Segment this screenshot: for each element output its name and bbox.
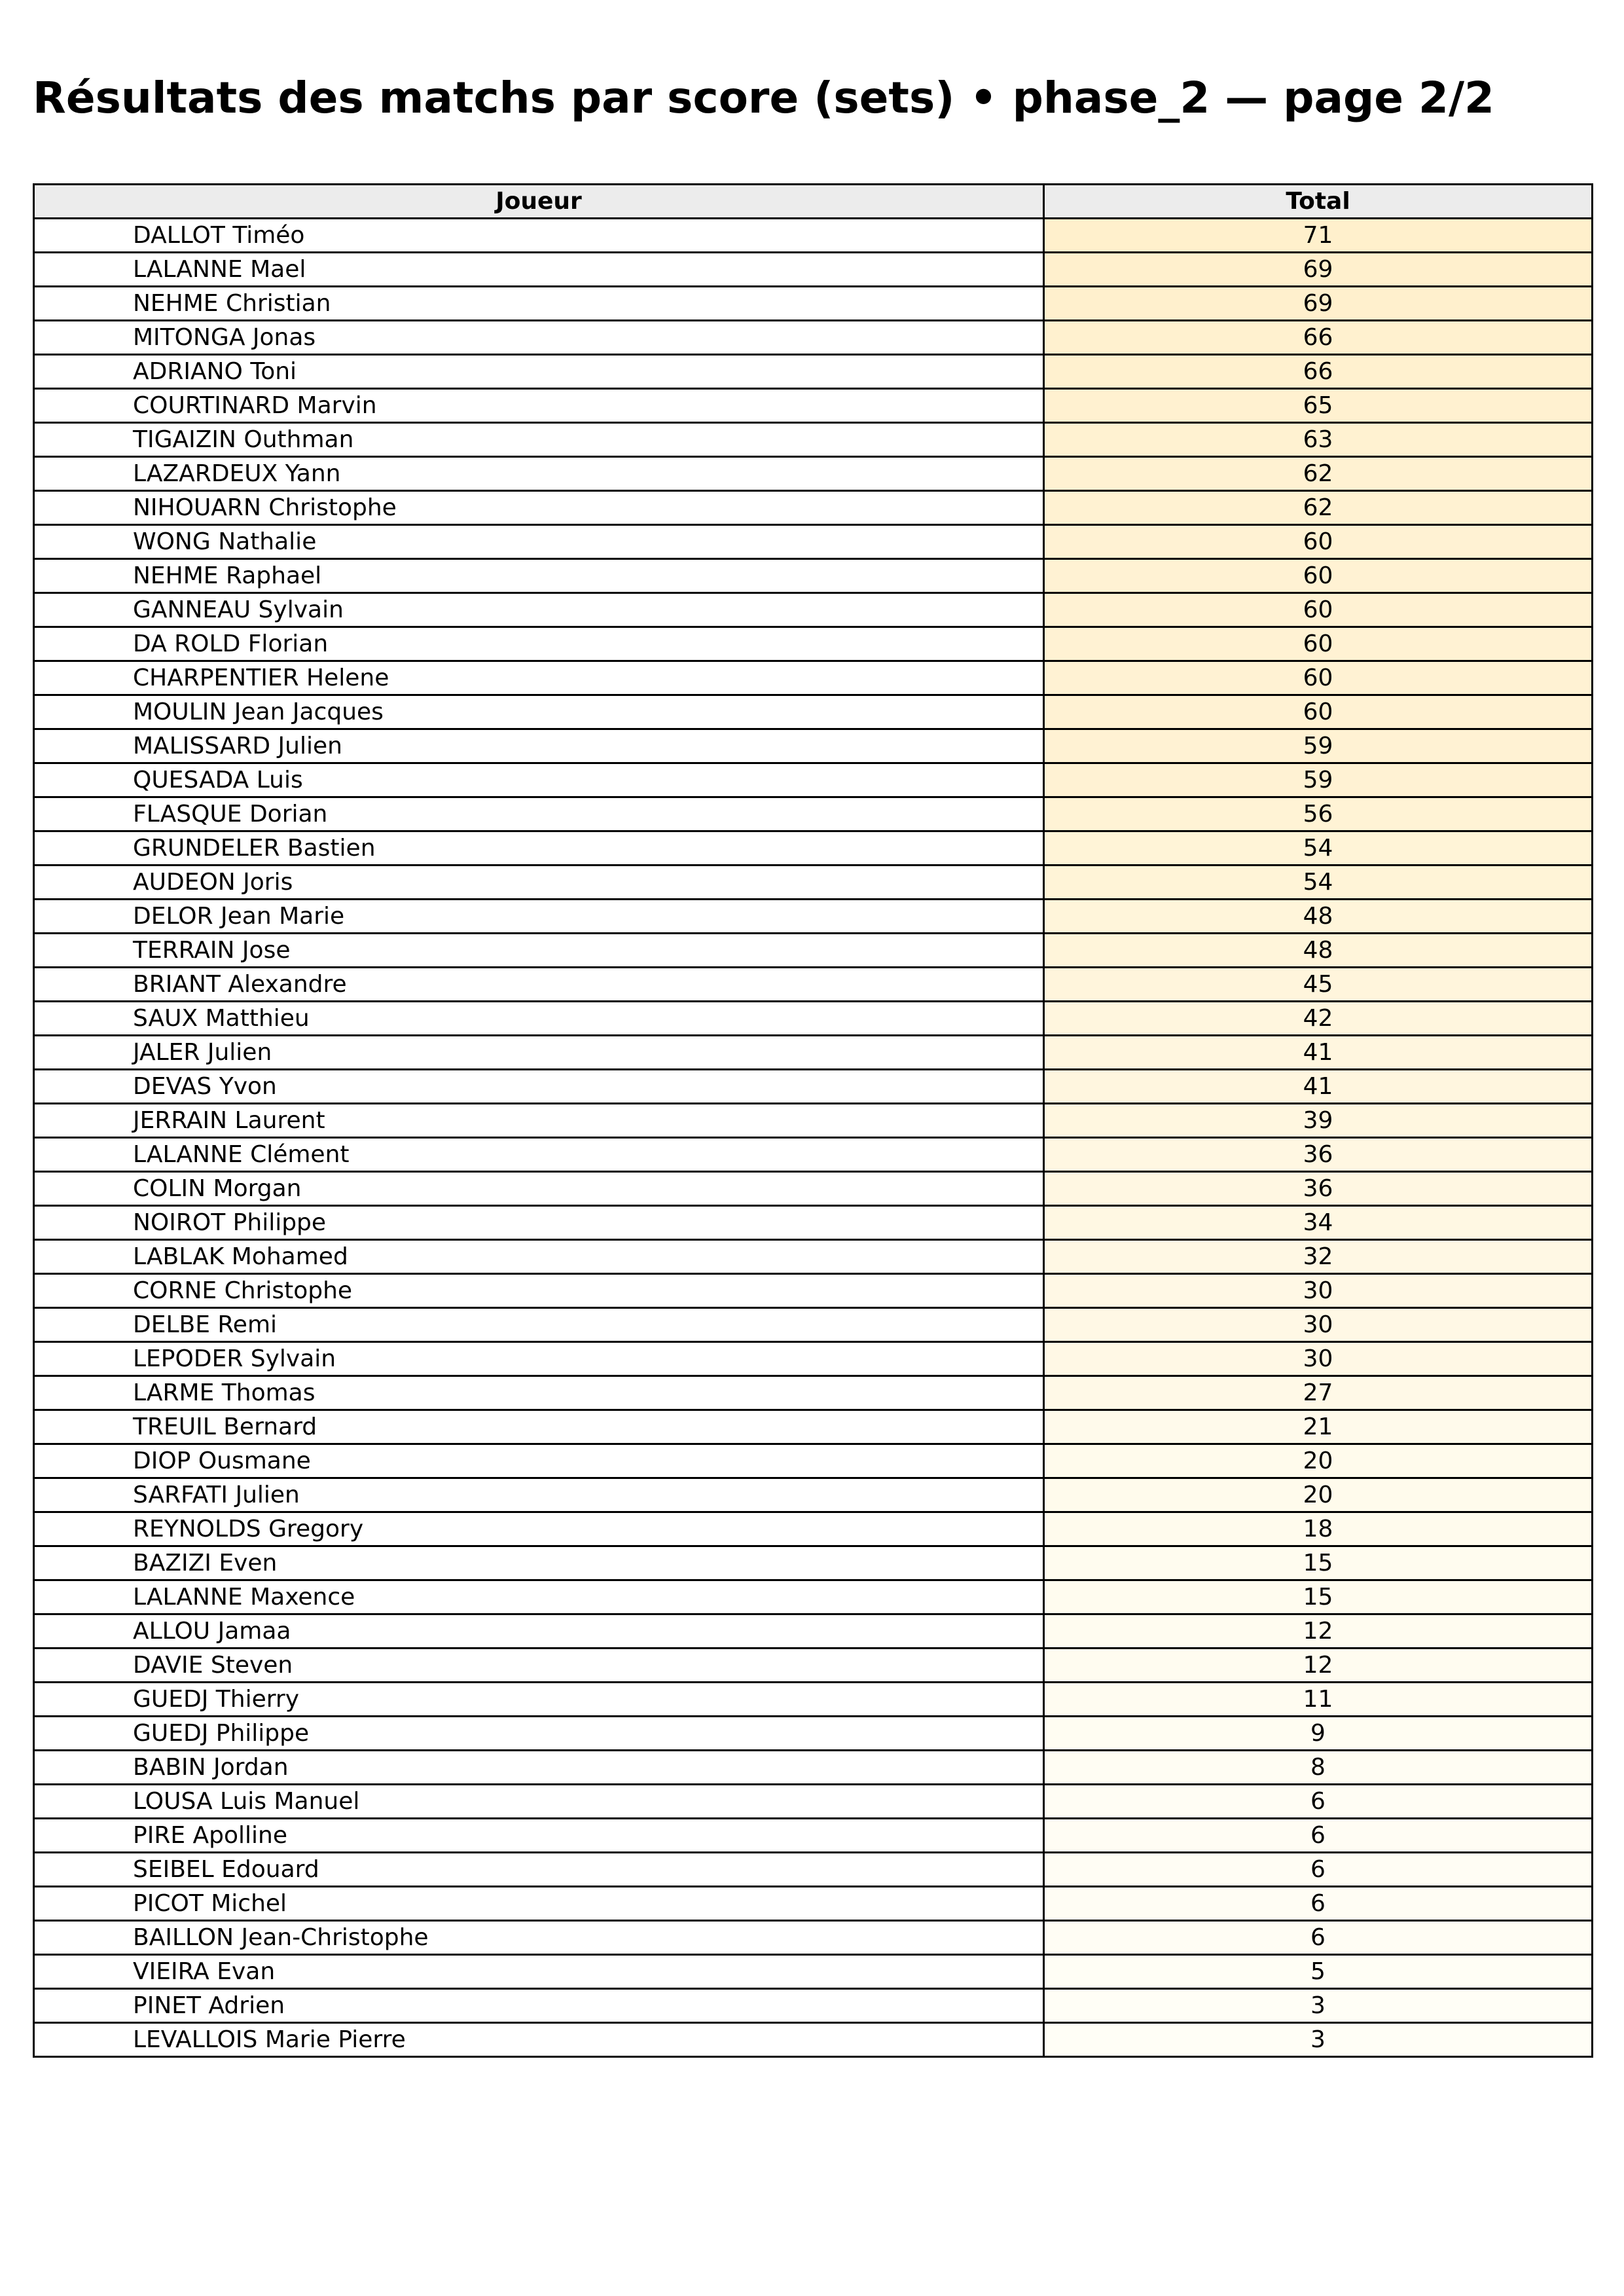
total-cell: 60 (1044, 593, 1593, 627)
total-cell: 54 (1044, 831, 1593, 866)
player-name-cell: QUESADA Luis (34, 763, 1044, 797)
player-name-cell: GANNEAU Sylvain (34, 593, 1044, 627)
table-row (34, 593, 1593, 627)
table-row (34, 287, 1593, 321)
table-row (34, 559, 1593, 593)
player-name-cell: LEVALLOIS Marie Pierre (34, 2023, 1044, 2057)
player-name-cell: LARME Thomas (34, 1376, 1044, 1410)
table-row (34, 1104, 1593, 1138)
table-row (34, 253, 1593, 287)
player-name-cell: AUDEON Joris (34, 866, 1044, 900)
total-cell: 15 (1044, 1546, 1593, 1580)
player-name-cell: PINET Adrien (34, 1989, 1044, 2023)
header-row (34, 185, 1593, 219)
player-name-cell: MALISSARD Julien (34, 729, 1044, 763)
player-name-cell: VIEIRA Evan (34, 1955, 1044, 1989)
table-row (34, 695, 1593, 729)
player-name-cell: ADRIANO Toni (34, 355, 1044, 389)
table-row (34, 1376, 1593, 1410)
table-row (34, 866, 1593, 900)
total-cell: 39 (1044, 1104, 1593, 1138)
total-cell: 42 (1044, 1002, 1593, 1036)
total-cell: 60 (1044, 661, 1593, 695)
player-name-cell: NEHME Raphael (34, 559, 1044, 593)
table-row (34, 934, 1593, 968)
total-cell: 62 (1044, 491, 1593, 525)
total-cell: 20 (1044, 1478, 1593, 1512)
player-name-cell: TIGAIZIN Outhman (34, 423, 1044, 457)
table-row (34, 1649, 1593, 1683)
total-cell: 11 (1044, 1683, 1593, 1717)
player-name-cell: BABIN Jordan (34, 1751, 1044, 1785)
total-cell: 54 (1044, 866, 1593, 900)
player-name-cell: LEPODER Sylvain (34, 1342, 1044, 1376)
player-name-cell: BAILLON Jean-Christophe (34, 1921, 1044, 1955)
table-row (34, 797, 1593, 831)
player-name-cell: ALLOU Jamaa (34, 1614, 1044, 1649)
player-name-cell: GUEDJ Philippe (34, 1717, 1044, 1751)
total-cell: 21 (1044, 1410, 1593, 1444)
total-cell: 6 (1044, 1853, 1593, 1887)
total-cell: 48 (1044, 934, 1593, 968)
table-row (34, 219, 1593, 253)
total-cell: 60 (1044, 695, 1593, 729)
total-cell: 27 (1044, 1376, 1593, 1410)
player-name-cell: LALANNE Clément (34, 1138, 1044, 1172)
total-cell: 60 (1044, 559, 1593, 593)
total-cell: 65 (1044, 389, 1593, 423)
player-name-cell: DA ROLD Florian (34, 627, 1044, 661)
total-cell: 30 (1044, 1308, 1593, 1342)
table-row (34, 1683, 1593, 1717)
table-row (34, 491, 1593, 525)
player-name-cell: WONG Nathalie (34, 525, 1044, 559)
player-name-cell: JALER Julien (34, 1036, 1044, 1070)
total-cell: 69 (1044, 253, 1593, 287)
player-name-cell: SAUX Matthieu (34, 1002, 1044, 1036)
player-name-cell: DELBE Remi (34, 1308, 1044, 1342)
player-name-cell: SARFATI Julien (34, 1478, 1044, 1512)
table-row (34, 661, 1593, 695)
table-row (34, 763, 1593, 797)
total-cell: 69 (1044, 287, 1593, 321)
total-cell: 66 (1044, 321, 1593, 355)
player-name-cell: DELOR Jean Marie (34, 900, 1044, 934)
total-cell: 15 (1044, 1580, 1593, 1614)
total-cell: 41 (1044, 1036, 1593, 1070)
table-row (34, 1240, 1593, 1274)
table-row (34, 1410, 1593, 1444)
table-row (34, 1206, 1593, 1240)
player-name-cell: LAZARDEUX Yann (34, 457, 1044, 491)
total-cell: 62 (1044, 457, 1593, 491)
player-name-cell: NIHOUARN Christophe (34, 491, 1044, 525)
total-cell: 30 (1044, 1342, 1593, 1376)
player-name-cell: NEHME Christian (34, 287, 1044, 321)
total-cell: 45 (1044, 968, 1593, 1002)
table-row (34, 355, 1593, 389)
player-name-cell: DALLOT Timéo (34, 219, 1044, 253)
table-row (34, 1070, 1593, 1104)
total-cell: 56 (1044, 797, 1593, 831)
player-name-cell: TERRAIN Jose (34, 934, 1044, 968)
player-name-cell: MOULIN Jean Jacques (34, 695, 1044, 729)
total-cell: 12 (1044, 1649, 1593, 1683)
total-cell: 9 (1044, 1717, 1593, 1751)
player-name-cell: PIRE Apolline (34, 1819, 1044, 1853)
table-row (34, 1819, 1593, 1853)
total-cell: 36 (1044, 1172, 1593, 1206)
table-row (34, 1717, 1593, 1751)
table-row (34, 900, 1593, 934)
total-cell: 18 (1044, 1512, 1593, 1546)
table-row (34, 2023, 1593, 2057)
total-cell: 3 (1044, 1989, 1593, 2023)
total-cell: 71 (1044, 219, 1593, 253)
player-name-cell: CHARPENTIER Helene (34, 661, 1044, 695)
player-name-cell: LALANNE Mael (34, 253, 1044, 287)
table-row (34, 1887, 1593, 1921)
table-row (34, 729, 1593, 763)
column-header-player: Joueur (34, 185, 1044, 219)
player-name-cell: DAVIE Steven (34, 1649, 1044, 1683)
table-row (34, 1342, 1593, 1376)
column-header-total: Total (1044, 185, 1593, 219)
player-name-cell: GRUNDELER Bastien (34, 831, 1044, 866)
player-name-cell: LABLAK Mohamed (34, 1240, 1044, 1274)
table-row (34, 1921, 1593, 1955)
page-title: Résultats des matchs par score (sets) • phase_2 — page 2/2 (33, 73, 1494, 123)
table-row (34, 627, 1593, 661)
player-name-cell: FLASQUE Dorian (34, 797, 1044, 831)
table-row (34, 1785, 1593, 1819)
total-cell: 20 (1044, 1444, 1593, 1478)
total-cell: 6 (1044, 1785, 1593, 1819)
player-name-cell: COURTINARD Marvin (34, 389, 1044, 423)
total-cell: 41 (1044, 1070, 1593, 1104)
player-name-cell: MITONGA Jonas (34, 321, 1044, 355)
player-name-cell: TREUIL Bernard (34, 1410, 1044, 1444)
total-cell: 59 (1044, 763, 1593, 797)
total-cell: 3 (1044, 2023, 1593, 2057)
player-name-cell: DIOP Ousmane (34, 1444, 1044, 1478)
table-row (34, 457, 1593, 491)
player-name-cell: LALANNE Maxence (34, 1580, 1044, 1614)
total-cell: 36 (1044, 1138, 1593, 1172)
total-cell: 6 (1044, 1921, 1593, 1955)
total-cell: 32 (1044, 1240, 1593, 1274)
player-name-cell: LOUSA Luis Manuel (34, 1785, 1044, 1819)
table-header (34, 185, 1593, 219)
table-row (34, 1989, 1593, 2023)
total-cell: 8 (1044, 1751, 1593, 1785)
player-name-cell: REYNOLDS Gregory (34, 1512, 1044, 1546)
total-cell: 60 (1044, 525, 1593, 559)
table-row (34, 423, 1593, 457)
table-body (34, 219, 1593, 2057)
table-row (34, 1853, 1593, 1887)
player-name-cell: CORNE Christophe (34, 1274, 1044, 1308)
total-cell: 12 (1044, 1614, 1593, 1649)
table-row (34, 968, 1593, 1002)
player-name-cell: DEVAS Yvon (34, 1070, 1044, 1104)
table-row (34, 1002, 1593, 1036)
player-name-cell: PICOT Michel (34, 1887, 1044, 1921)
player-name-cell: JERRAIN Laurent (34, 1104, 1044, 1138)
total-cell: 6 (1044, 1819, 1593, 1853)
player-name-cell: BRIANT Alexandre (34, 968, 1044, 1002)
total-cell: 60 (1044, 627, 1593, 661)
total-cell: 66 (1044, 355, 1593, 389)
total-cell: 5 (1044, 1955, 1593, 1989)
table-row (34, 1172, 1593, 1206)
table-row (34, 831, 1593, 866)
player-name-cell: COLIN Morgan (34, 1172, 1044, 1206)
total-cell: 48 (1044, 900, 1593, 934)
total-cell: 6 (1044, 1887, 1593, 1921)
total-cell: 34 (1044, 1206, 1593, 1240)
table-row (34, 525, 1593, 559)
total-cell: 59 (1044, 729, 1593, 763)
total-cell: 30 (1044, 1274, 1593, 1308)
table-row (34, 1751, 1593, 1785)
table-row (34, 1036, 1593, 1070)
table-row (34, 1478, 1593, 1512)
table-row (34, 321, 1593, 355)
player-name-cell: GUEDJ Thierry (34, 1683, 1044, 1717)
table-row (34, 1274, 1593, 1308)
total-cell: 63 (1044, 423, 1593, 457)
table-row (34, 1546, 1593, 1580)
table-row (34, 1614, 1593, 1649)
table-row (34, 389, 1593, 423)
table-row (34, 1444, 1593, 1478)
table-row (34, 1308, 1593, 1342)
player-name-cell: SEIBEL Edouard (34, 1853, 1044, 1887)
results-table (33, 183, 1593, 2058)
player-name-cell: NOIROT Philippe (34, 1206, 1044, 1240)
table-row (34, 1138, 1593, 1172)
table-row (34, 1512, 1593, 1546)
table-row (34, 1955, 1593, 1989)
table-row (34, 1580, 1593, 1614)
player-name-cell: BAZIZI Even (34, 1546, 1044, 1580)
